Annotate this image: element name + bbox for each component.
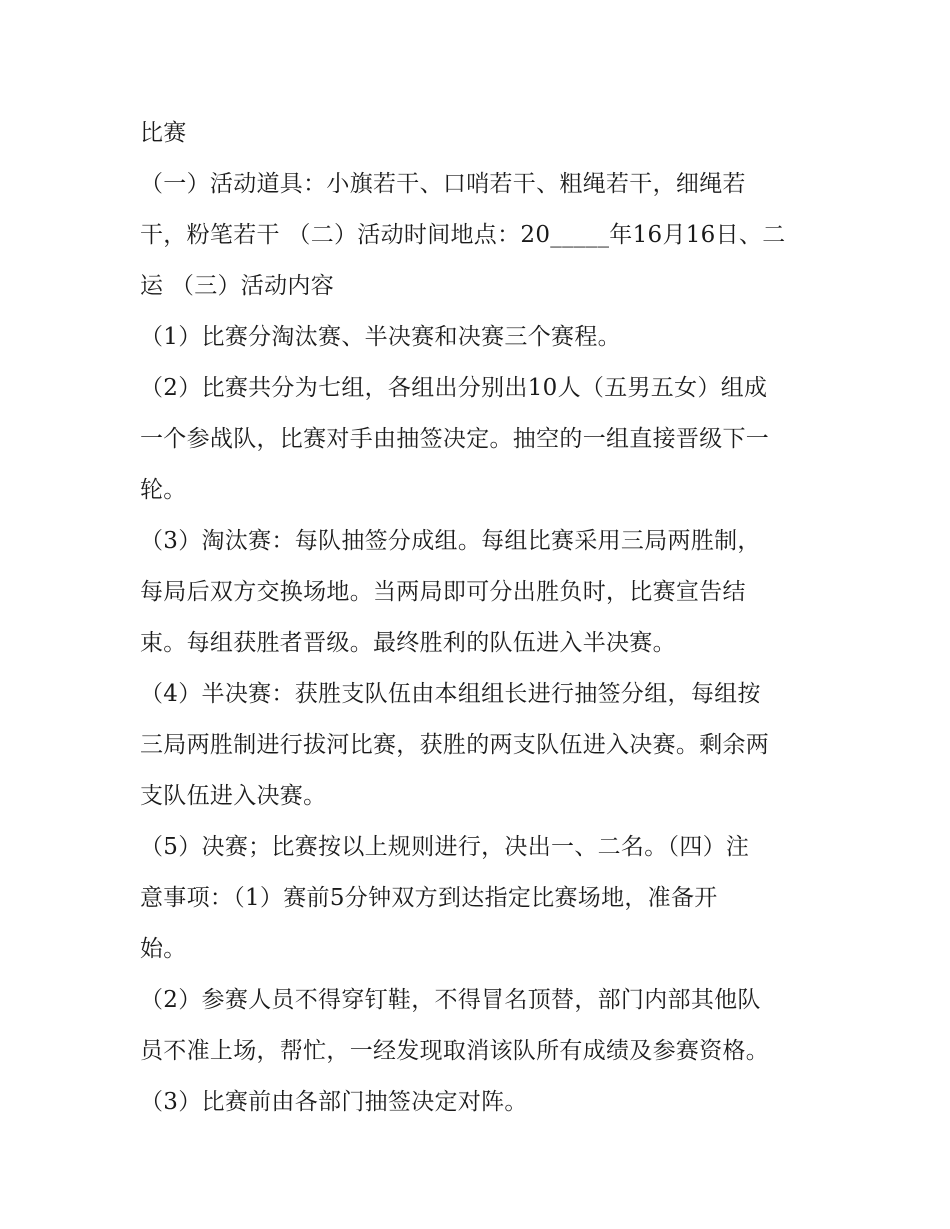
line-rule-4b: 三局两胜制进行拔河比赛，获胜的两支队伍进入决赛。剩余两 bbox=[140, 732, 770, 758]
line-rule-4a: （4）半决赛：获胜支队伍由本组组长进行抽签分组，每组按 bbox=[140, 681, 761, 707]
line-note-2b: 员不准上场，帮忙，一经发现取消该队所有成绩及参赛资格。 bbox=[140, 1038, 770, 1064]
document-body bbox=[140, 108, 820, 1128]
line-rule-1: （1）比赛分淘汰赛、半决赛和决赛三个赛程。 bbox=[140, 324, 621, 350]
line-note-2a: （2）参赛人员不得穿钉鞋，不得冒名顶替，部门内部其他队 bbox=[140, 987, 761, 1013]
line-rule-3a: （3）淘汰赛：每队抽签分成组。每组比赛采用三局两胜制， bbox=[140, 528, 761, 554]
line-rule-2a: （2）比赛共分为七组，各组出分别出10人（五男五女）组成 bbox=[140, 375, 768, 401]
line-rule-2b: 一个参战队，比赛对手由抽签决定。抽空的一组直接晋级下一 bbox=[140, 426, 770, 452]
line-equipment: （一）活动道具：小旗若干、口哨若干、粗绳若干，细绳若 bbox=[140, 171, 746, 197]
line-rule-3c: 束。每组获胜者晋级。最终胜利的队伍进入半决赛。 bbox=[140, 630, 676, 656]
line-note-3: （3）比赛前由各部门抽签决定对阵。 bbox=[140, 1089, 528, 1115]
line-rule-2c: 轮。 bbox=[140, 477, 187, 503]
line-time-place: 干，粉笔若干 （二）活动时间地点：20_____年16月16日、二 bbox=[140, 222, 786, 248]
line-heading: 比赛 bbox=[140, 120, 187, 146]
line-note-1a: 意事项：（1）赛前5分钟双方到达指定比赛场地，准备开 bbox=[140, 885, 718, 911]
line-content-heading: 运 （三）活动内容 bbox=[140, 273, 335, 299]
line-note-1b: 始。 bbox=[140, 936, 187, 962]
line-rule-3b: 每局后双方交换场地。当两局即可分出胜负时，比赛宣告结 bbox=[140, 579, 746, 605]
line-rule-5a: （5）决赛；比赛按以上规则进行，决出一、二名。（四）注 bbox=[140, 834, 750, 860]
line-rule-4c: 支队伍进入决赛。 bbox=[140, 783, 327, 809]
